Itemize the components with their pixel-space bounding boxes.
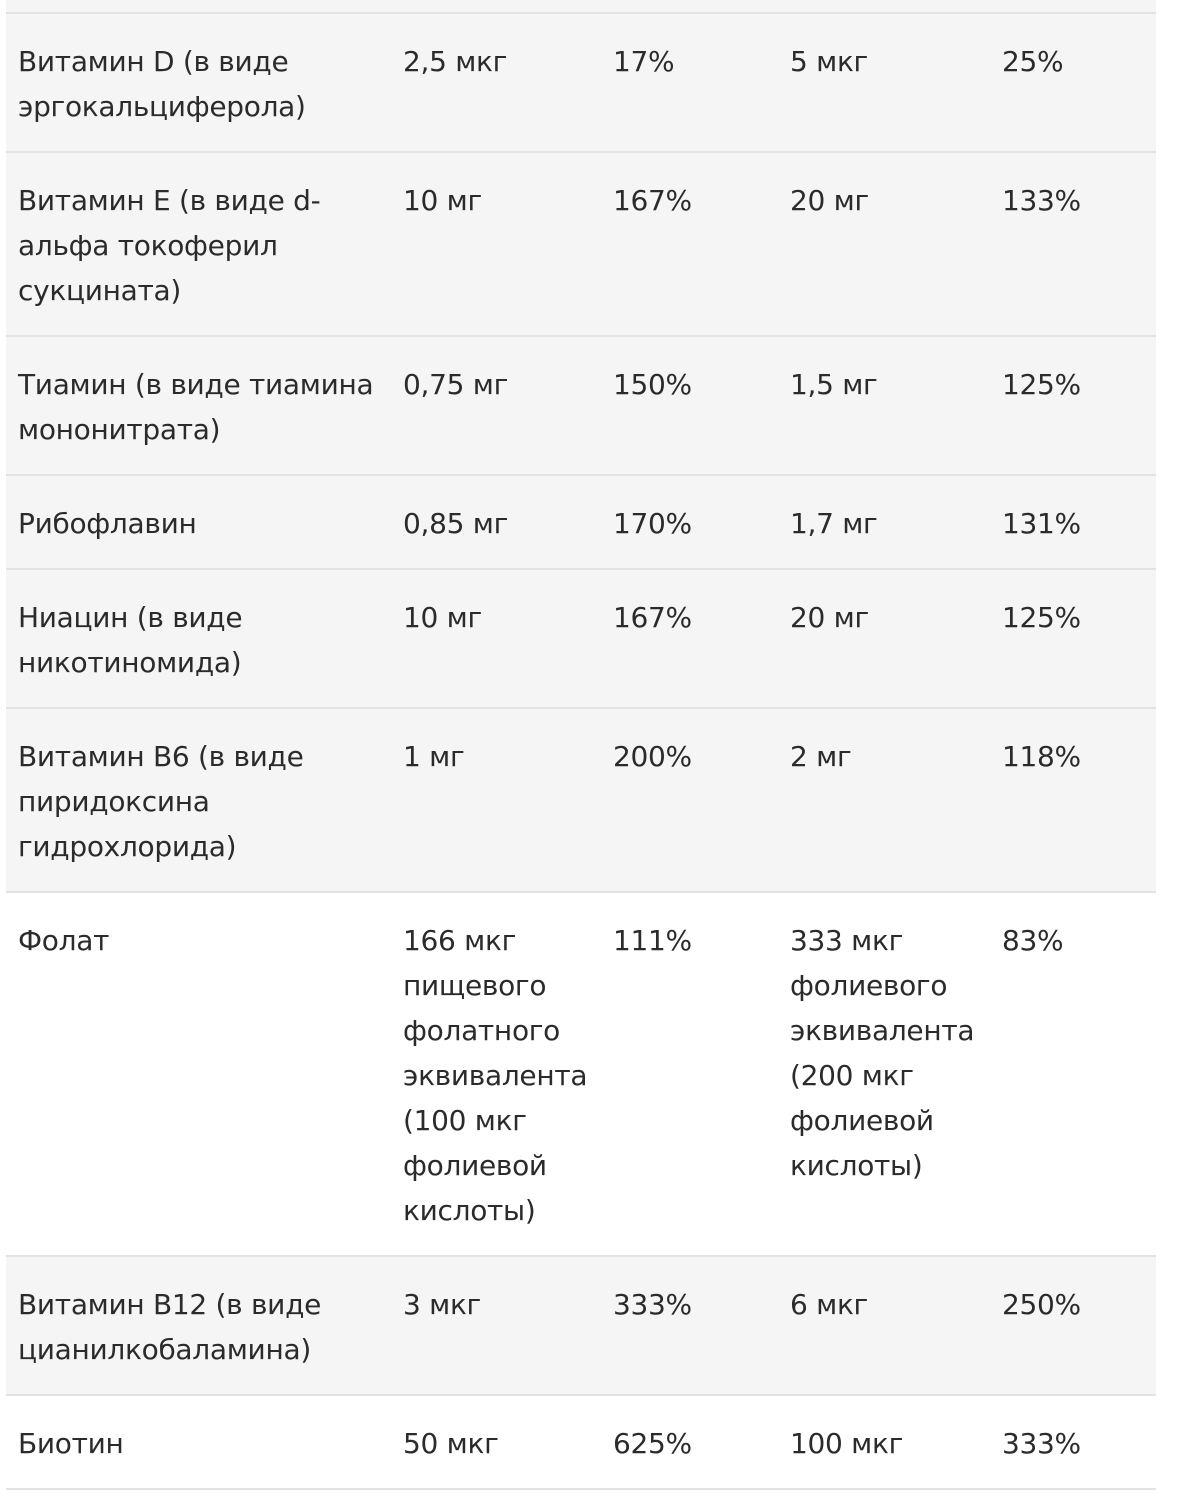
amount-2-cell: 20 мг: [782, 569, 992, 708]
percent-1-cell: 167%: [608, 569, 782, 708]
percent-2-cell: 131%: [992, 475, 1156, 569]
percent-2-cell: 250%: [992, 1256, 1156, 1395]
percent-1-cell: 625%: [608, 1395, 782, 1489]
percent-1-cell: 333%: [608, 1256, 782, 1395]
amount-1-cell: 0,75 мг: [398, 336, 608, 475]
amount-1-cell: 0,85 мг: [398, 475, 608, 569]
nutrient-name-cell: Витамин B6 (в виде пиридоксина гидрохлорида): [6, 708, 398, 892]
table-row: [6, 569, 1156, 708]
amount-1-cell: 1 мг: [398, 708, 608, 892]
amount-2-cell: 333 мкг фолиевого эквивалента (200 мкг фолиевой кислоты): [782, 892, 992, 1256]
nutrient-name-cell: Биотин: [6, 1395, 398, 1489]
nutrient-name-cell: Тиамин (в виде тиамина мононитрата): [6, 336, 398, 475]
table-row: [6, 708, 1156, 892]
amount-2-cell: 6 мкг: [782, 1256, 992, 1395]
table-row-cut-off: [6, 0, 1156, 13]
amount-1-cell: 50 мкг: [398, 1395, 608, 1489]
percent-2-cell: 125%: [992, 569, 1156, 708]
amount-2-cell: 100 мкг: [782, 1395, 992, 1489]
percent-1-cell: 200%: [608, 708, 782, 892]
percent-1-cell: 111%: [608, 892, 782, 1256]
percent-2-cell: 333%: [992, 1395, 1156, 1489]
percent-1-cell: 150%: [608, 336, 782, 475]
percent-2-cell: 125%: [992, 336, 1156, 475]
percent-2-cell: 133%: [992, 152, 1156, 336]
nutrient-name-cell: Ниацин (в виде никотиномида): [6, 569, 398, 708]
table-row: [6, 1395, 1156, 1489]
amount-1-cell: 166 мкг пищевого фолатного эквивалента (100 мкг фолиевой кислоты): [398, 892, 608, 1256]
table-row: [6, 475, 1156, 569]
nutrition-table: [6, 0, 1156, 1490]
percent-1-cell: 17%: [608, 13, 782, 152]
amount-2-cell: 1,5 мг: [782, 336, 992, 475]
nutrient-name-cell: Витамин E (в виде d-альфа токоферил сукцината): [6, 152, 398, 336]
percent-2-cell: 83%: [992, 892, 1156, 1256]
nutrient-name-cell: Фолат: [6, 892, 398, 1256]
percent-2-cell: 25%: [992, 13, 1156, 152]
table-row: [6, 336, 1156, 475]
percent-2-cell: 118%: [992, 708, 1156, 892]
nutrient-name-cell: Витамин B12 (в виде цианилкобаламина): [6, 1256, 398, 1395]
table-row: [6, 13, 1156, 152]
amount-1-cell: 10 мг: [398, 569, 608, 708]
percent-1-cell: 167%: [608, 152, 782, 336]
amount-2-cell: 1,7 мг: [782, 475, 992, 569]
table-row: [6, 152, 1156, 336]
amount-1-cell: 2,5 мкг: [398, 13, 608, 152]
table-row: [6, 892, 1156, 1256]
nutrient-name-cell: Витамин D (в виде эргокальциферола): [6, 13, 398, 152]
amount-2-cell: 5 мкг: [782, 13, 992, 152]
nutrition-table-container: [6, 0, 1156, 1490]
table-row: [6, 1256, 1156, 1395]
amount-1-cell: 10 мг: [398, 152, 608, 336]
percent-1-cell: 170%: [608, 475, 782, 569]
nutrient-name-cell: Рибофлавин: [6, 475, 398, 569]
amount-1-cell: 3 мкг: [398, 1256, 608, 1395]
amount-2-cell: 2 мг: [782, 708, 992, 892]
amount-2-cell: 20 мг: [782, 152, 992, 336]
